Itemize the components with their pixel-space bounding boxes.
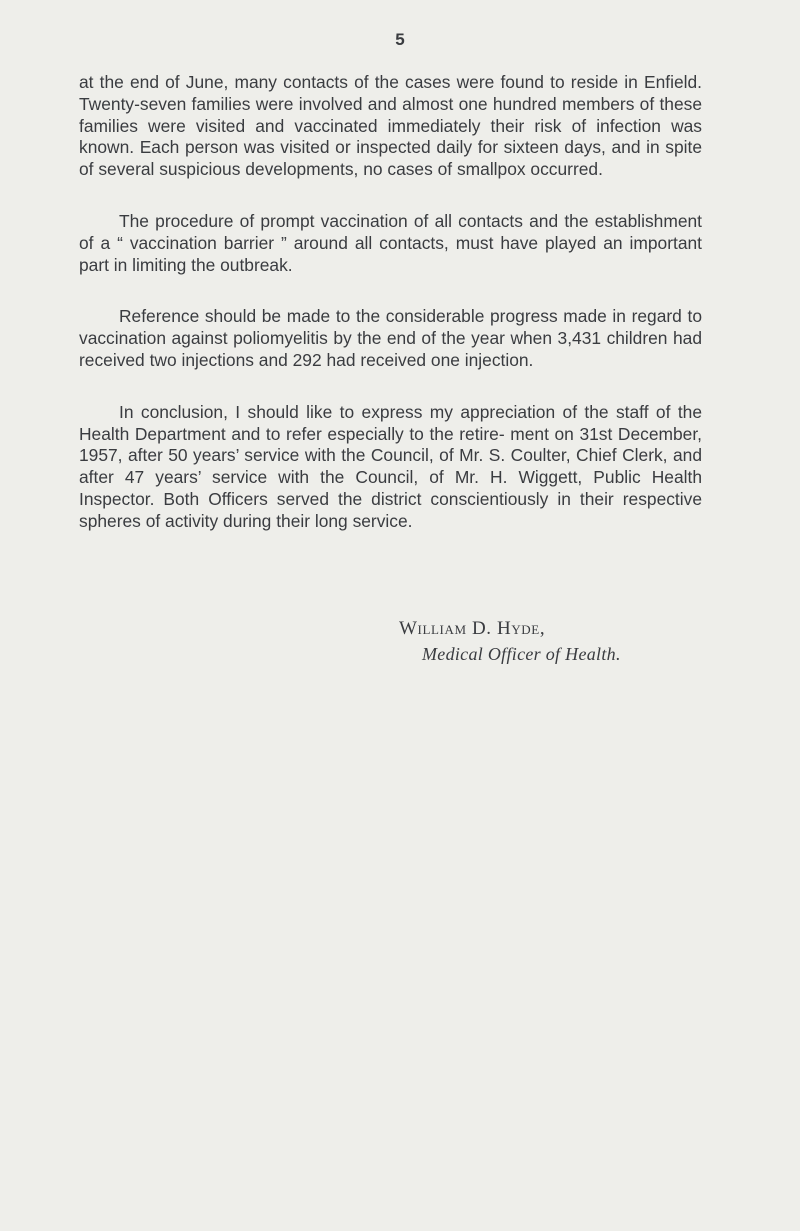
paragraph-vaccination-barrier: The procedure of prompt vaccination of all contacts and the establishment of a “ vaccination barrier ” around all contacts, must have played an important part in limiting the outbreak. [79, 210, 702, 275]
signature-name: William D. Hyde, [399, 618, 546, 639]
body-text [79, 72, 702, 563]
paragraph-poliomyelitis-vaccination: Reference should be made to the considerable progress made in regard to vaccination against poliomyelitis by the end of the year when 3,431 children had received two injections and 292 had received one injection. [79, 306, 702, 370]
paragraph-smallpox-contacts: at the end of June, many contacts of the cases were found to reside in Enfield. Twenty-seven families were involved and almost one hundred members of these families were visited and vaccinated immediately their risk of infection was known. Each person was visited or inspected daily for sixteen days, and in spite of several suspicious developments, no cases of smallpox occurred. [79, 72, 702, 180]
page-number: 5 [395, 30, 405, 49]
signature-block [0, 618, 800, 668]
paragraph-conclusion: In conclusion, I should like to express my appreciation of the staff of the Health Department and to refer especially to the retire- ment on 31st December, 1957, after 50 years’ service with the Council, of Mr. S. Coulter, Chief Clerk, and after 47 years’ service with the Council, of Mr. H. Wiggett, Public Health Inspector. Both Officers served the district conscientiously in their respective spheres of activity during their long service. [79, 401, 702, 531]
signature-title: Medical Officer of Health. [422, 644, 621, 664]
